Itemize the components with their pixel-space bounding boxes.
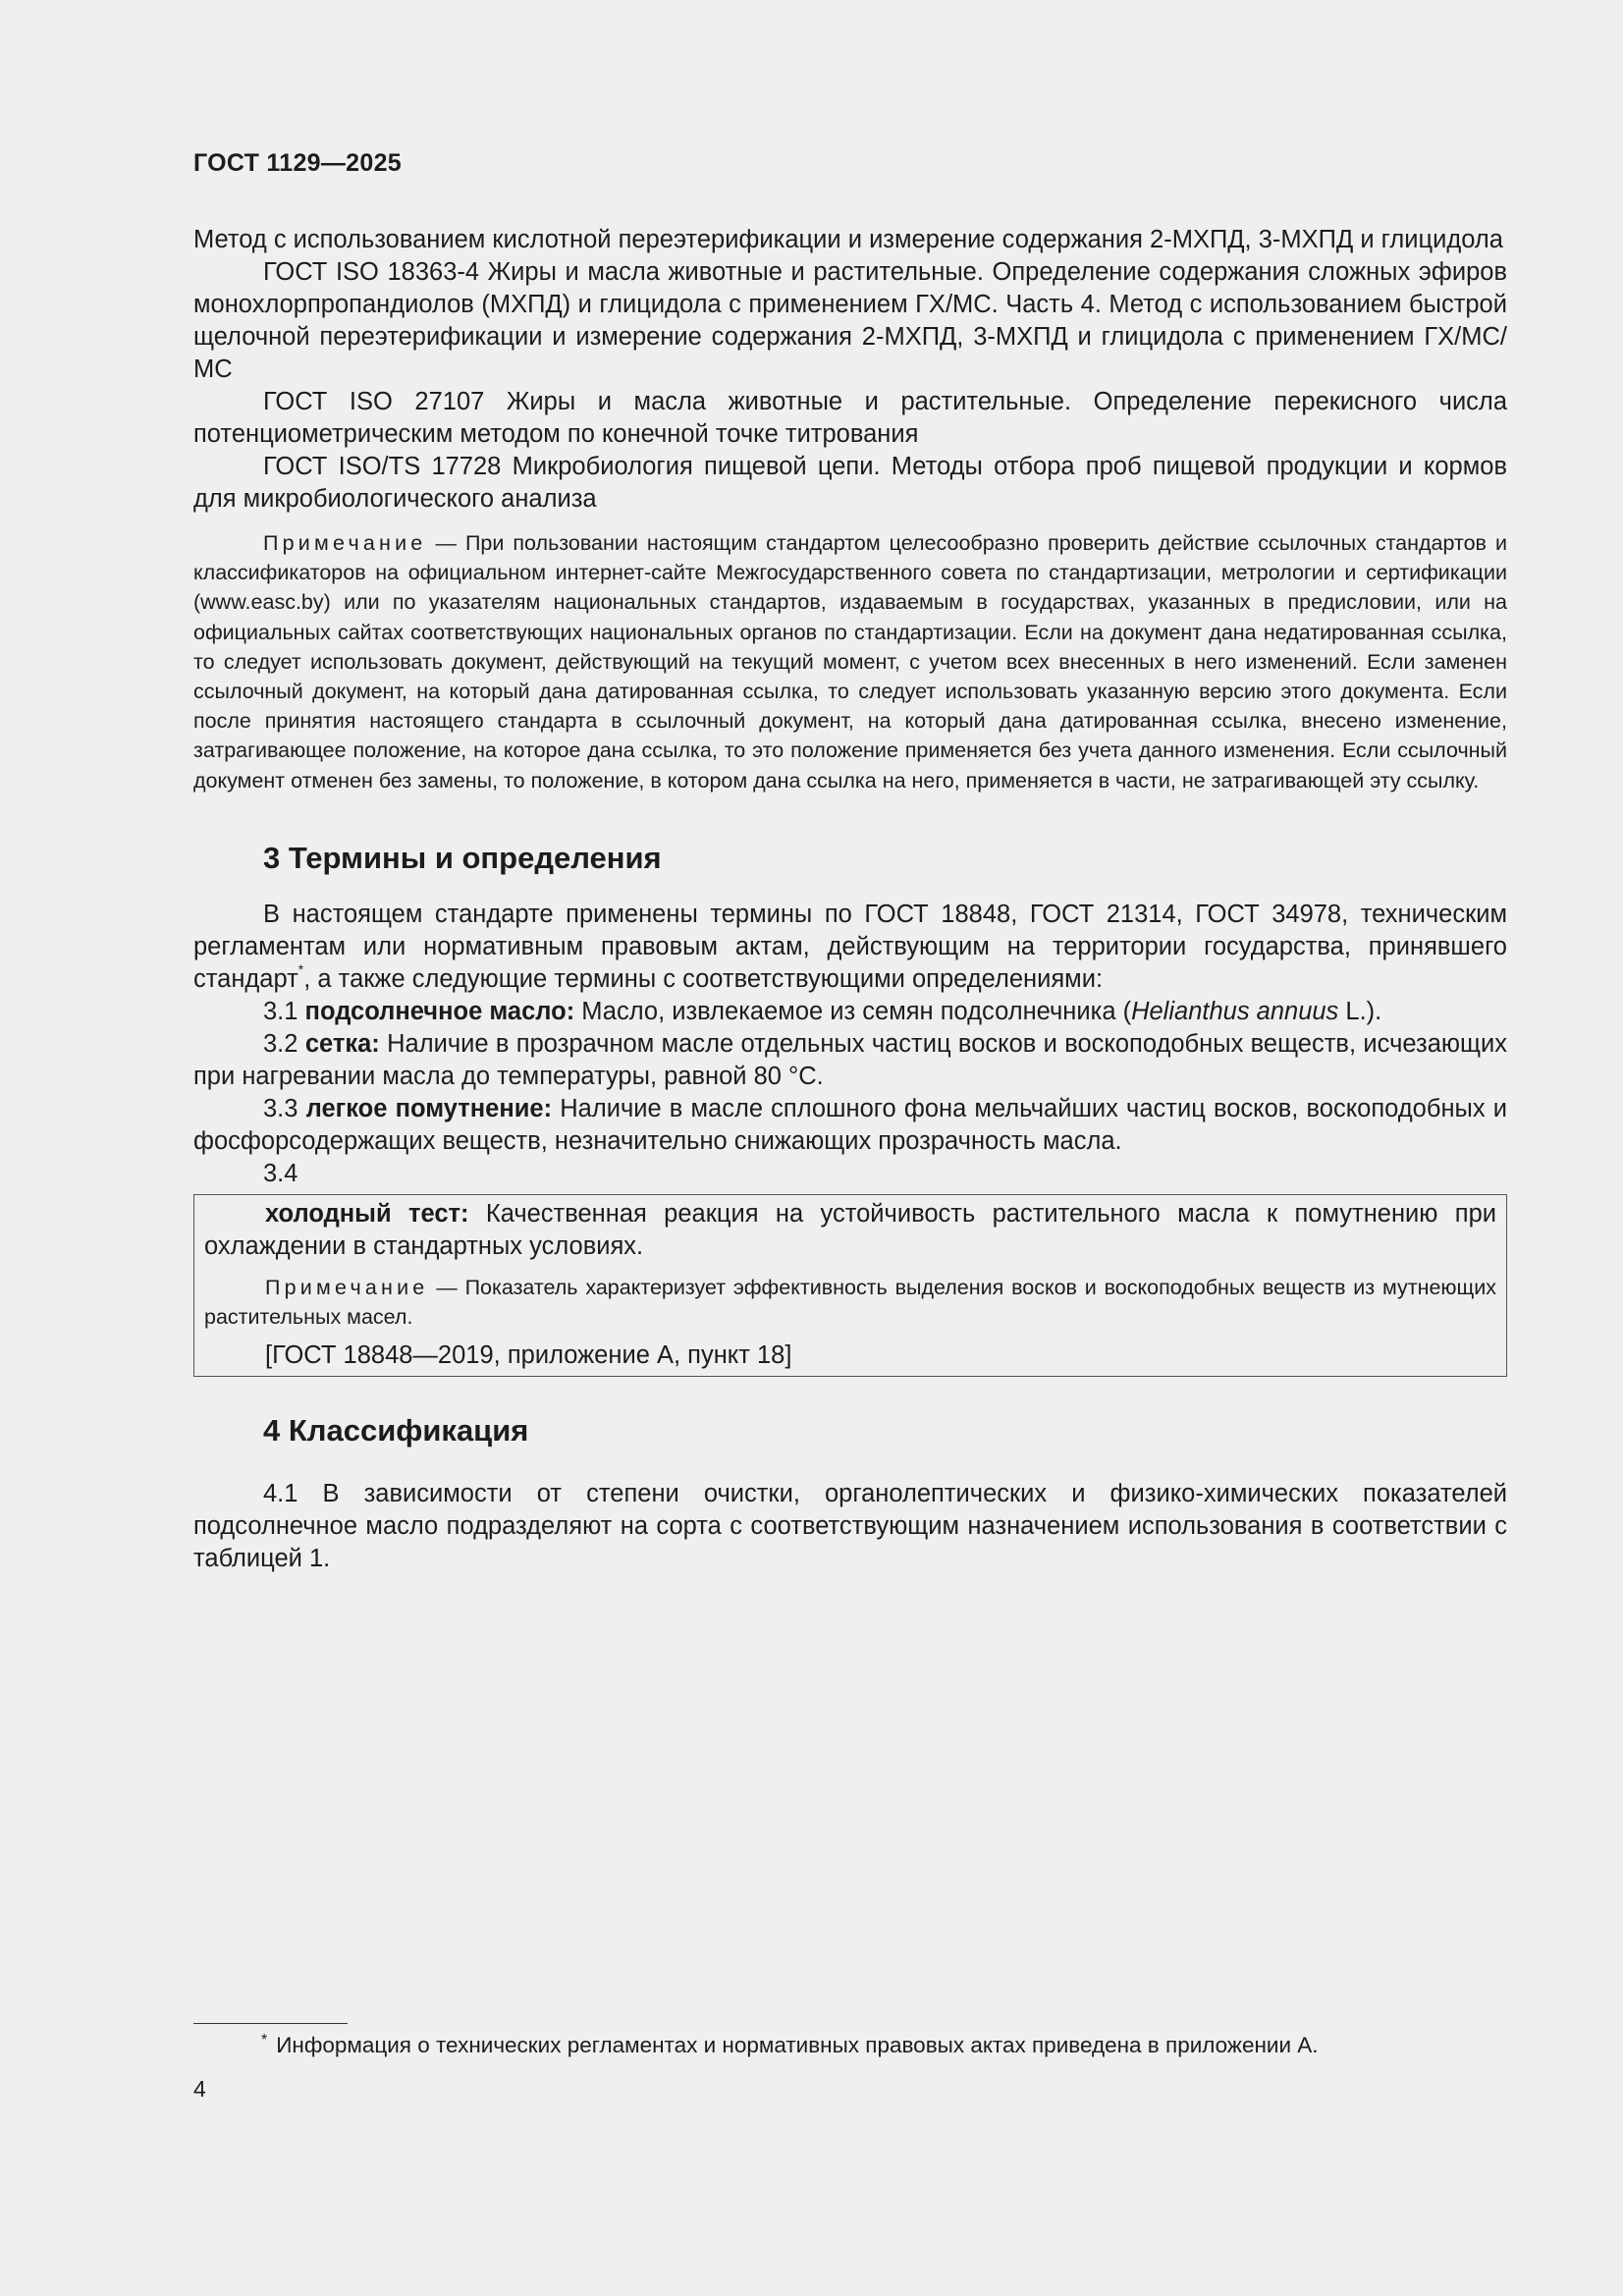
reference-item: ГОСТ ISO 18363-4 Жиры и масла животные и растительные. Определение содержания сложных эфиров монохлорпропандиолов (МХПД) и глицидола с применением ГХ/МС. Часть 4. Метод с использованием быстрой щелочной переэтерификации и измерение содержания 2-МХПД, 3-МХПД и глицидола с применением ГХ/МС/МС <box>193 258 1507 383</box>
section-4-heading: 4 Классификация <box>263 1413 529 1449</box>
reference-item: ГОСТ ISO/TS 17728 Микробиология пищевой цепи. Методы отбора проб пищевой продукции и кормов для микробиологического анализа <box>193 453 1507 513</box>
note-label: Примечание <box>263 531 427 555</box>
term-name: холодный тест: <box>265 1199 469 1228</box>
footnote-separator <box>193 2023 348 2024</box>
section-3-intro: В настоящем стандарте применены термины по ГОСТ 18848, ГОСТ 21314, ГОСТ 34978, техническим регламентам или нормативным правовым актам, действующим на территории государства, принявшего стандарт*, а также следующие термины с соответствующими определениями: <box>193 900 1507 993</box>
note-label: Примечание <box>265 1275 429 1299</box>
term-3-4-box <box>193 1194 1507 1377</box>
term-3-4-number: 3.4 <box>263 1159 298 1187</box>
note-text: — Показатель характеризует эффективность выделения восков и воскоподобных веществ из мутнеющих растительных масел. <box>204 1275 1496 1330</box>
term-3-1: 3.1 подсолнечное масло: Масло, извлекаемое из семян подсолнечника (Helianthus annuus L.). <box>263 997 1382 1025</box>
term-name: подсолнечное масло: <box>304 997 575 1025</box>
reference-continuation: Метод с использованием кислотной переэтерификации и измерение содержания 2-МХПД, 3-МХПД и глицидола <box>193 226 1503 253</box>
section-4-paragraph: 4.1 В зависимости от степени очистки, органолептических и физико-химических показателей подсолнечное масло подразделяют на сорта с соответствующим назначением использования в соответствии с таблицей 1. <box>193 1480 1507 1573</box>
page-number: 4 <box>193 2076 206 2102</box>
note-text: — При пользовании настоящим стандартом целесообразно проверить действие ссылочных стандартов и классификаторов на официальном интернет-сайте Межгосударственного совета по стандартизации, метрологии и сертификации (www.easc.by) или по указателям национальных стандартов, издаваемым в государствах, указанных в предисловии, или на официальных сайтах соответствующих национальных органов по стандартизации. Если на документ дана недатированная ссылка, то следует использовать документ, действующий на текущий момент, с учетом всех внесенных в него изменений. Если заменен ссылочный документ, на который дана датированная ссылка, то следует использовать указанную версию этого документа. Если после принятия настоящего стандарта в ссылочный документ, на который дана датированная ссылка, внесено изменение, затрагивающее положение, на которое дана ссылка, то это положение применяется без учета данного изменения. Если ссылочный документ отменен без замены, то положение, в котором дана ссылка на него, применяется в части, не затрагивающей эту ссылку. <box>193 531 1507 793</box>
reference-item: ГОСТ ISO 27107 Жиры и масла животные и растительные. Определение перекисного числа потенциометрическим методом по конечной точке титрования <box>193 388 1507 448</box>
footnote-text: Информация о технических регламентах и нормативных правовых актах приведена в приложении А. <box>276 2033 1319 2057</box>
document-header: ГОСТ 1129—2025 <box>193 149 402 177</box>
term-note <box>204 1273 1496 1332</box>
footnote <box>261 2033 1319 2058</box>
term-name: сетка: <box>304 1029 380 1058</box>
normative-note <box>193 528 1507 795</box>
term-source: [ГОСТ 18848—2019, приложение А, пункт 18] <box>265 1341 792 1370</box>
term-3-4: холодный тест: Качественная реакция на устойчивость растительного масла к помутнению при охлаждении в стандартных условиях. <box>204 1199 1497 1260</box>
footnote-mark: * <box>261 2032 268 2049</box>
term-3-3: 3.3 легкое помутнение: Наличие в масле сплошного фона мельчайших частиц восков, воскоподобных и фосфорсодержащих веществ, незначительно снижающих прозрачность масла. <box>193 1094 1507 1155</box>
term-3-2: 3.2 сетка: Наличие в прозрачном масле отдельных частиц восков и воскоподобных веществ, исчезающих при нагревании масла до температуры, равной 80 °С. <box>193 1029 1507 1090</box>
document-body <box>193 224 1507 1575</box>
footnote-mark: * <box>298 961 304 978</box>
latin-name: Helianthus annuus <box>1131 997 1339 1025</box>
section-3-heading: 3 Термины и определения <box>263 840 662 875</box>
term-name: легкое помутнение: <box>305 1094 553 1122</box>
